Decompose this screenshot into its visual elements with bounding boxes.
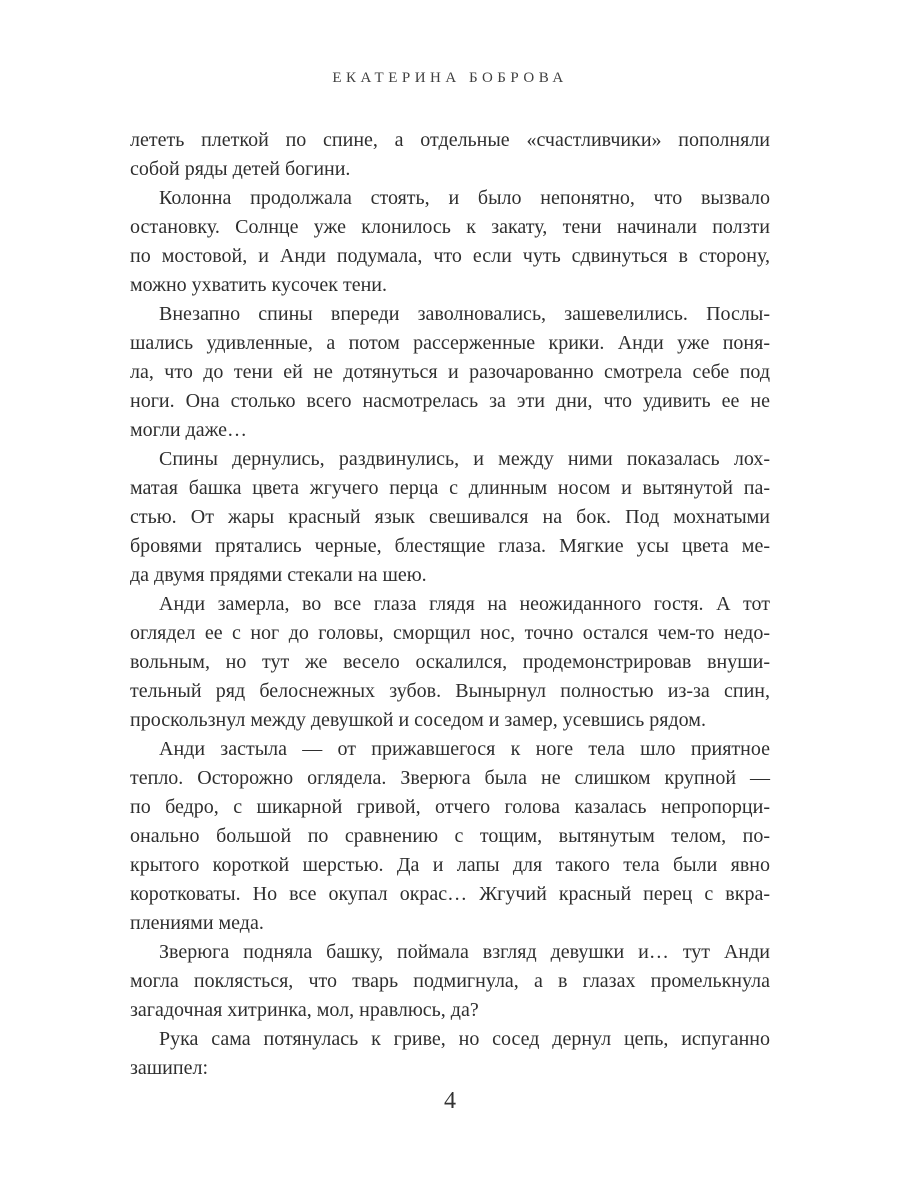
page-text — [130, 126, 770, 1083]
text-line: коротковаты. Но все окупал окрас… Жгучий красный перец с вкра- — [130, 883, 770, 905]
text-line: онально большой по сравнению с тощим, вытянутым телом, по- — [130, 825, 770, 847]
text-line: Анди застыла — от прижавшегося к ноге тела шло приятное — [159, 738, 770, 760]
paragraph — [130, 445, 770, 590]
text-line: тепло. Осторожно оглядела. Зверюга была не слишком крупной — — [130, 767, 770, 789]
text-line: стью. От жары красный язык свешивался на бок. Под мохнатыми — [130, 506, 770, 528]
text-line: по мостовой, и Анди подумала, что если чуть сдвинуться в сторону, — [130, 245, 770, 267]
text-line: Рука сама потянулась к гриве, но сосед дернул цепь, испуганно — [159, 1028, 770, 1050]
text-line: тельный ряд белоснежных зубов. Вынырнул полностью из-за спин, — [130, 680, 770, 702]
text-line: проскользнул между девушкой и соседом и замер, усевшись рядом. — [130, 709, 706, 731]
text-line: Зверюга подняла башку, поймала взгляд девушки и… тут Анди — [159, 941, 770, 963]
text-line: шались удивленные, а потом рассерженные крики. Анди уже поня- — [130, 332, 770, 354]
text-line: загадочная хитринка, мол, нравлюсь, да? — [130, 999, 479, 1021]
text-line: крытого короткой шерстью. Да и лапы для такого тела были явно — [130, 854, 770, 876]
paragraph — [130, 938, 770, 1025]
text-line: матая башка цвета жгучего перца с длинным носом и вытянутой па- — [130, 477, 770, 499]
paragraph — [130, 126, 770, 184]
text-line: могла поклясться, что тварь подмигнула, а в глазах промелькнула — [130, 970, 770, 992]
text-line: плениями меда. — [130, 912, 264, 934]
text-line: да двумя прядями стекали на шею. — [130, 564, 427, 586]
paragraph — [130, 735, 770, 938]
text-line: вольным, но тут же весело оскалился, продемонстрировав внуши- — [130, 651, 770, 673]
text-line: ноги. Она столько всего насмотрелась за эти дни, что удивить ее не — [130, 390, 770, 412]
text-line: зашипел: — [130, 1057, 208, 1079]
text-line: оглядел ее с ног до головы, сморщил нос, точно остался чем-то недо- — [130, 622, 770, 644]
text-line: Анди замерла, во все глаза глядя на неожиданного гостя. А тот — [159, 593, 770, 615]
text-line: можно ухватить кусочек тени. — [130, 274, 387, 296]
text-line: ла, что до тени ей не дотянуться и разочарованно смотрела себе под — [130, 361, 770, 383]
text-line: остановку. Солнце уже клонилось к закату, тени начинали ползти — [130, 216, 770, 238]
paragraph — [130, 184, 770, 300]
text-line: Внезапно спины впереди заволновались, зашевелились. Послы- — [159, 303, 770, 325]
page-number: 4 — [444, 1088, 456, 1114]
text-line: Спины дернулись, раздвинулись, и между ними показалась лох- — [159, 448, 770, 470]
text-line: по бедро, с шикарной гривой, отчего голова казалась непропорци- — [130, 796, 770, 818]
paragraph — [130, 590, 770, 735]
text-line: лететь плеткой по спине, а отдельные «счастливчики» пополняли — [130, 129, 770, 151]
paragraph — [130, 1025, 770, 1083]
running-header-author: ЕКАТЕРИНА БОБРОВА — [332, 70, 568, 86]
text-line: Колонна продолжала стоять, и было непонятно, что вызвало — [159, 187, 770, 209]
text-line: собой ряды детей богини. — [130, 158, 351, 180]
text-line: могли даже… — [130, 419, 248, 441]
text-line: бровями прятались черные, блестящие глаза. Мягкие усы цвета ме- — [130, 535, 770, 557]
paragraph — [130, 300, 770, 445]
